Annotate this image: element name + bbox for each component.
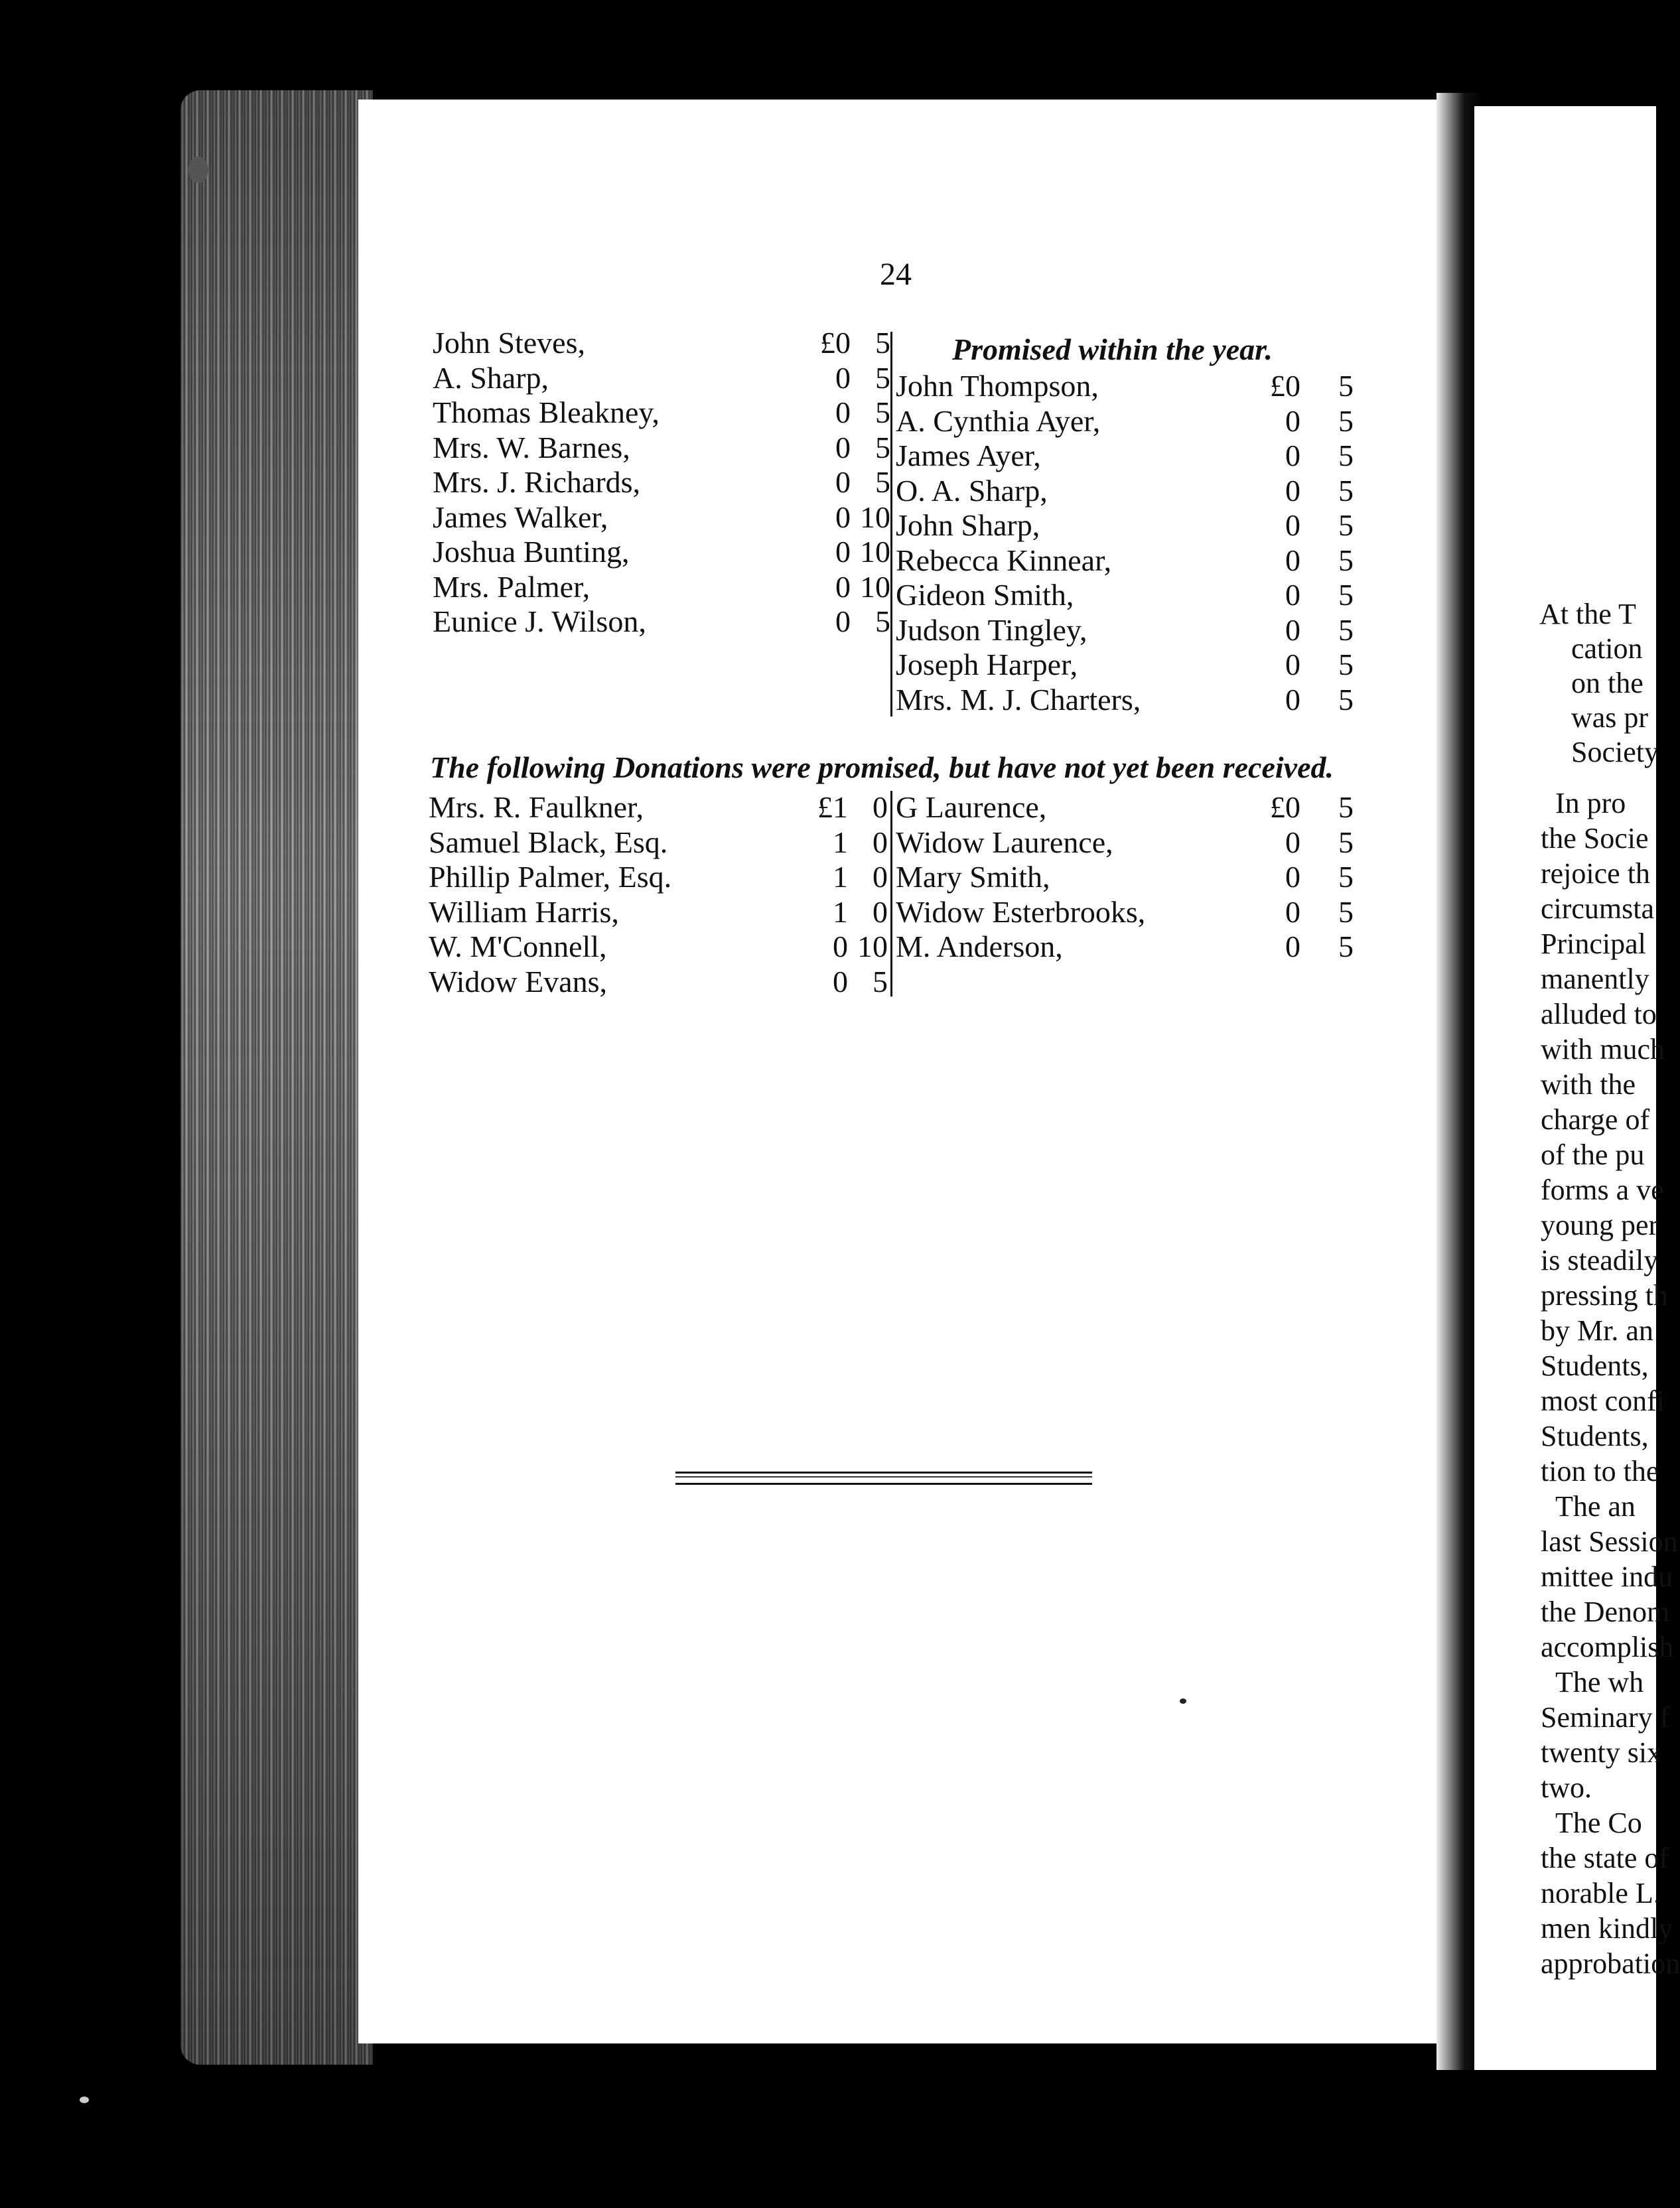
donor-name: G Laurence, xyxy=(896,790,1047,824)
donor-name: Rebecca Kinnear, xyxy=(896,543,1112,577)
column-divider xyxy=(890,791,892,997)
facing-page-line: alluded to xyxy=(1541,998,1657,1030)
fore-edge-shading xyxy=(180,90,373,2065)
ledger-row xyxy=(896,859,1360,895)
facing-page-line: by Mr. an xyxy=(1541,1314,1653,1347)
amount-shillings: 5 xyxy=(1338,790,1354,824)
amount-pounds: £1 xyxy=(817,790,848,824)
facing-page-line: norable L. xyxy=(1541,1877,1661,1909)
facing-page-line: charge of xyxy=(1541,1103,1650,1136)
facing-page-line: last Session xyxy=(1541,1525,1678,1558)
ledger-row xyxy=(433,500,890,535)
facing-page-line: In pro xyxy=(1555,787,1626,819)
ledger-row xyxy=(429,825,886,861)
ledger-row xyxy=(429,894,886,930)
donor-name: Joseph Harper, xyxy=(896,648,1078,681)
amount-shillings: 5 xyxy=(875,360,890,395)
amount-shillings: 0 xyxy=(873,860,888,894)
amount-pounds: 0 xyxy=(835,569,851,604)
amount-shillings: 5 xyxy=(1338,403,1354,438)
binding-mark xyxy=(188,157,208,183)
facing-page-line: The an xyxy=(1555,1490,1636,1523)
amount-pounds: 1 xyxy=(833,894,848,929)
amount-shillings: 5 xyxy=(1338,578,1354,612)
facing-page-line: manently xyxy=(1541,963,1649,995)
amount-shillings: 5 xyxy=(1338,825,1354,859)
amount-pounds: 0 xyxy=(1285,930,1300,963)
ledger-row xyxy=(896,508,1360,543)
column-divider xyxy=(890,332,892,717)
facing-page-line: mittee indu xyxy=(1541,1560,1673,1593)
facing-page-line: The wh xyxy=(1555,1666,1644,1698)
amount-pounds: 0 xyxy=(1285,403,1300,438)
amount-shillings: 5 xyxy=(1338,648,1354,681)
facing-page-line: Seminary f xyxy=(1541,1701,1670,1734)
donor-name: Mary Smith, xyxy=(896,860,1050,894)
donor-name: Gideon Smith, xyxy=(896,578,1074,612)
amount-pounds: £0 xyxy=(1270,369,1300,403)
facing-page-line: twenty six xyxy=(1541,1736,1662,1769)
amount-pounds: 0 xyxy=(1285,543,1300,577)
ledger-row xyxy=(896,929,1360,965)
donor-name: James Ayer, xyxy=(896,439,1041,472)
facing-page-line: The Co xyxy=(1555,1807,1642,1839)
ink-speck xyxy=(1180,1698,1186,1704)
amount-shillings: 5 xyxy=(1338,860,1354,894)
right-page xyxy=(1474,106,1680,2070)
amount-shillings: 5 xyxy=(875,465,890,499)
amount-shillings: 5 xyxy=(1338,473,1354,508)
facing-page-line: Students, xyxy=(1541,1420,1649,1452)
amount-pounds: 0 xyxy=(1285,612,1300,647)
ledger-row xyxy=(896,612,1360,648)
ledger-row xyxy=(429,790,886,825)
amount-shillings: 5 xyxy=(1338,439,1354,472)
amount-shillings: 5 xyxy=(875,326,890,360)
donor-name: John Sharp, xyxy=(896,508,1040,542)
donor-name: James Walker, xyxy=(433,500,608,534)
facing-page-line: approbation xyxy=(1541,1947,1680,1980)
ledger-row xyxy=(433,569,890,605)
ledger-row xyxy=(896,682,1360,718)
facing-page-line: men kindly xyxy=(1541,1912,1673,1945)
facing-page-line: was pr xyxy=(1571,701,1649,734)
facing-page-line: two. xyxy=(1541,1771,1592,1804)
amount-shillings: 5 xyxy=(1338,682,1354,717)
amount-pounds: 0 xyxy=(835,360,851,395)
amount-shillings: 5 xyxy=(1338,930,1354,963)
facing-page-line: most confi xyxy=(1541,1385,1665,1417)
ledger-row xyxy=(896,894,1360,930)
amount-shillings: 5 xyxy=(875,604,890,638)
amount-pounds: 0 xyxy=(1285,682,1300,717)
ledger-row xyxy=(429,929,886,965)
donor-name: Mrs. J. Richards, xyxy=(433,465,641,499)
donor-name: Eunice J. Wilson, xyxy=(433,604,646,638)
ledger-row xyxy=(433,360,890,396)
facing-page-line: At the T xyxy=(1539,598,1636,630)
ledger-row xyxy=(433,325,890,361)
donor-name: Mrs. R. Faulkner, xyxy=(429,790,644,824)
facing-page-line: forms a ve xyxy=(1541,1174,1664,1206)
donor-name: M. Anderson, xyxy=(896,930,1063,963)
donor-name: Thomas Bleakney, xyxy=(433,395,660,429)
amount-pounds: 0 xyxy=(1285,648,1300,681)
page-number: 24 xyxy=(880,257,912,292)
amount-pounds: 0 xyxy=(1285,860,1300,894)
amount-pounds: 0 xyxy=(833,930,848,963)
ledger-row xyxy=(896,403,1360,439)
double-rule-divider xyxy=(675,1472,1092,1485)
amount-pounds: £0 xyxy=(820,326,851,360)
ledger-row xyxy=(896,790,1360,825)
donor-name: Widow Evans, xyxy=(429,964,607,999)
facing-page-line: young per xyxy=(1541,1209,1659,1241)
ledger-row xyxy=(896,577,1360,613)
ledger-row xyxy=(896,825,1360,861)
ledger-row xyxy=(433,430,890,466)
ledger-row xyxy=(896,473,1360,509)
facing-page-line: pressing th xyxy=(1541,1279,1668,1312)
facing-page-line: Society xyxy=(1571,736,1659,768)
donor-name: Mrs. Palmer, xyxy=(433,569,591,604)
facing-page-line: the Denom xyxy=(1541,1596,1670,1628)
amount-shillings: 5 xyxy=(1338,508,1354,542)
facing-page-line: Principal xyxy=(1541,928,1646,960)
facing-page-line: the Socie xyxy=(1541,822,1649,855)
donor-name: Widow Laurence, xyxy=(896,825,1113,859)
facing-page-line: rejoice th xyxy=(1541,857,1650,890)
amount-pounds: 0 xyxy=(1285,439,1300,472)
ink-speck xyxy=(80,2097,89,2103)
facing-page-line: circumsta xyxy=(1541,892,1655,925)
donor-name: John Steves, xyxy=(433,326,585,360)
amount-pounds: 0 xyxy=(835,465,851,499)
facing-page-line: accomplish xyxy=(1541,1631,1674,1663)
amount-pounds: 0 xyxy=(833,964,848,999)
facing-page-line: tion to the xyxy=(1541,1455,1659,1487)
amount-shillings: 5 xyxy=(1338,612,1354,647)
amount-pounds: 1 xyxy=(833,860,848,894)
donor-name: Mrs. M. J. Charters, xyxy=(896,682,1141,717)
donor-name: A. Cynthia Ayer, xyxy=(896,403,1101,438)
ledger-row xyxy=(896,647,1360,683)
ledger-row xyxy=(433,464,890,500)
donor-name: Judson Tingley, xyxy=(896,612,1087,647)
amount-pounds: 1 xyxy=(833,825,848,859)
amount-shillings: 5 xyxy=(875,430,890,464)
donor-name: Joshua Bunting, xyxy=(433,535,630,569)
promised-donations-heading: The following Donations were promised, but have not yet been received. xyxy=(430,750,1334,784)
amount-shillings: 0 xyxy=(873,790,888,824)
amount-pounds: 0 xyxy=(835,430,851,464)
donor-name: Widow Esterbrooks, xyxy=(896,894,1146,929)
facing-page-line: with much xyxy=(1541,1033,1665,1066)
facing-page-line: is steadily xyxy=(1541,1244,1659,1276)
ledger-row xyxy=(896,438,1360,474)
amount-shillings: 5 xyxy=(873,964,888,999)
amount-pounds: 0 xyxy=(835,604,851,638)
amount-shillings: 5 xyxy=(875,395,890,429)
amount-pounds: 0 xyxy=(1285,578,1300,612)
ledger-row xyxy=(429,859,886,895)
amount-shillings: 10 xyxy=(860,569,890,604)
facing-page-line: cation xyxy=(1571,632,1643,665)
amount-pounds: 0 xyxy=(835,535,851,569)
donor-name: Phillip Palmer, Esq. xyxy=(429,860,672,894)
amount-shillings: 10 xyxy=(860,500,890,534)
ledger-row xyxy=(896,543,1360,579)
amount-pounds: 0 xyxy=(1285,508,1300,542)
amount-pounds: 0 xyxy=(1285,825,1300,859)
ledger-row xyxy=(429,964,886,1000)
amount-shillings: 5 xyxy=(1338,543,1354,577)
amount-pounds: £0 xyxy=(1270,790,1300,824)
facing-page-line: on the xyxy=(1571,667,1644,699)
donor-name: W. M'Connell, xyxy=(429,930,607,963)
facing-page-line: the state of xyxy=(1541,1842,1669,1874)
amount-pounds: 0 xyxy=(1285,894,1300,929)
amount-shillings: 0 xyxy=(873,825,888,859)
amount-shillings: 10 xyxy=(860,535,890,569)
amount-shillings: 5 xyxy=(1338,894,1354,929)
facing-page-line: of the pu xyxy=(1541,1138,1645,1171)
ledger-row xyxy=(433,604,890,640)
amount-pounds: 0 xyxy=(1285,473,1300,508)
facing-page-line: Students, xyxy=(1541,1349,1649,1382)
ledger-row xyxy=(896,368,1360,404)
amount-shillings: 10 xyxy=(857,930,888,963)
ledger-row xyxy=(433,395,890,431)
donor-name: O. A. Sharp, xyxy=(896,473,1048,508)
amount-shillings: 5 xyxy=(1338,369,1354,403)
donor-name: William Harris, xyxy=(429,894,619,929)
donor-name: Mrs. W. Barnes, xyxy=(433,430,630,464)
promised-within-year-heading: Promised within the year. xyxy=(952,332,1273,366)
ledger-row xyxy=(433,534,890,570)
amount-pounds: 0 xyxy=(835,500,851,534)
donor-name: Samuel Black, Esq. xyxy=(429,825,668,859)
amount-shillings: 0 xyxy=(873,894,888,929)
donor-name: John Thompson, xyxy=(896,369,1099,403)
donor-name: A. Sharp, xyxy=(433,360,549,395)
amount-pounds: 0 xyxy=(835,395,851,429)
facing-page-line: with the xyxy=(1541,1068,1636,1101)
